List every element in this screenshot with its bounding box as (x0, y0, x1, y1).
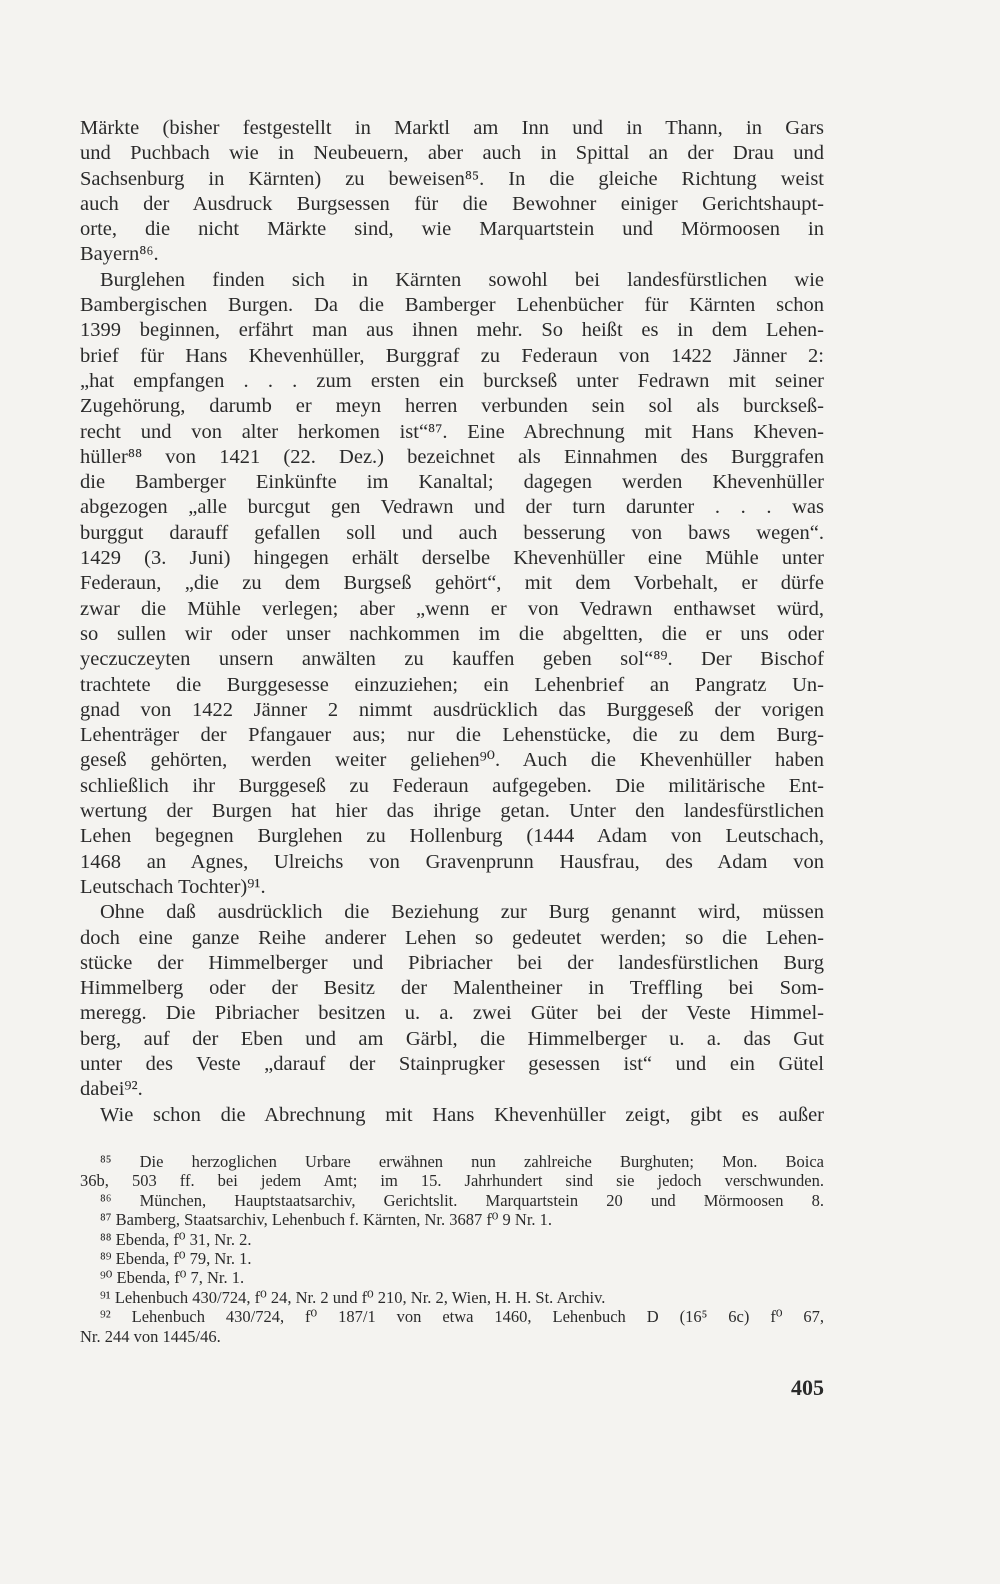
body-text-line: stücke der Himmelberger und Pibriacher bei der landesfürstlichen Burg (80, 951, 824, 974)
body-text-line: so sullen wir oder unser nachkommen im die abgeltten, die er uns oder (80, 622, 824, 645)
footnote-line: ⁸⁵ Die herzoglichen Urbare erwähnen nun zahlreiche Burghuten; Mon. Boica (100, 1152, 824, 1171)
body-text-line: unter des Veste „darauf der Stainprugker gesessen ist“ und ein Gütel (80, 1052, 824, 1075)
body-text-line: Bambergischen Burgen. Da die Bamberger Lehenbücher für Kärnten schon (80, 294, 824, 317)
footnote-line: ⁹⁰ Ebenda, f⁰ 7, Nr. 1. (100, 1268, 245, 1288)
body-text-line: geseß gehörten, werden weiter geliehen⁹⁰. Auch die Khevenhüller haben (80, 749, 824, 772)
body-text-line: Lehen begegnen Burglehen zu Hollenburg (1444 Adam von Leutschach, (80, 825, 824, 848)
footnotes (80, 1152, 824, 1346)
body-text-line: Wie schon die Abrechnung mit Hans Khevenhüller zeigt, gibt es außer (100, 1103, 824, 1126)
body-text-line: brief für Hans Khevenhüller, Burggraf zu Federaun von 1422 Jänner 2: (80, 344, 824, 367)
body-text-line: dabei⁹². (80, 1078, 143, 1101)
body-text-line: und Puchbach wie in Neubeuern, aber auch in Spittal an der Drau und (80, 142, 824, 165)
body-text-line: Burglehen finden sich in Kärnten sowohl bei landesfürstlichen wie (100, 268, 824, 291)
body-text-line: Sachsenburg in Kärnten) zu beweisen⁸⁵. In die gleiche Richtung weist (80, 167, 824, 190)
body-text-line: burggut darauff gefallen soll und auch besserung von baws wegen“. (80, 521, 824, 544)
body-text-line: Zugehörung, darumb er meyn herren verbunden sein sol als burckseß- (80, 395, 824, 418)
footnote-line: ⁸⁹ Ebenda, f⁰ 79, Nr. 1. (100, 1248, 252, 1268)
body-text-line: auch der Ausdruck Burgsessen für die Bewohner einiger Gerichtshaupt- (80, 192, 824, 215)
body-text-line: 1399 beginnen, erfährt man aus ihnen mehr. So heißt es in dem Lehen- (80, 319, 824, 342)
footnote-line: ⁹¹ Lehenbuch 430/724, f⁰ 24, Nr. 2 und f⁰ 210, Nr. 2, Wien, H. H. St. Archiv. (100, 1287, 606, 1307)
body-text-line: yeczuczeyten unsern anwälten zu kauffen geben sol“⁸⁹. Der Bischof (80, 648, 824, 671)
body-text-line: berg, auf der Eben und am Gärbl, die Himmelberger u. a. das Gut (80, 1027, 824, 1050)
footnote-line: 36b, 503 ff. bei jedem Amt; im 15. Jahrhundert sind sie jedoch verschwunden. (80, 1171, 824, 1191)
body-text-line: orte, die nicht Märkte sind, wie Marquartstein und Mörmoosen in (80, 218, 824, 241)
footnote-line: ⁹² Lehenbuch 430/724, f⁰ 187/1 von etwa 1460, Lehenbuch D (16⁵ 6c) f⁰ 67, (100, 1307, 824, 1327)
body-text-line: trachtete die Burggesesse einzuziehen; ein Lehenbrief an Pangratz Un- (80, 673, 824, 696)
body-text-line: hüller⁸⁸ von 1421 (22. Dez.) bezeichnet als Einnahmen des Burggrafen (80, 445, 824, 468)
body-text-line: die Bamberger Einkünfte im Kanaltal; dagegen werden Khevenhüller (80, 471, 824, 494)
body-text-line: Lehenträger der Pfangauer aus; nur die Lehenstücke, die zu dem Burg- (80, 724, 824, 747)
body-text-line: schließlich ihr Burggeseß zu Federaun aufgegeben. Die militärische Ent- (80, 774, 824, 797)
body-text-line: Federaun, „die zu dem Burgseß gehört“, mit dem Vorbehalt, er dürfe (80, 572, 824, 595)
body-text-line: Ohne daß ausdrücklich die Beziehung zur Burg genannt wird, müssen (100, 901, 824, 924)
body-text-line: doch eine ganze Reihe anderer Lehen so gedeutet werden; so die Lehen- (80, 926, 824, 949)
body-text-line: Himmelberg oder der Besitz der Malentheiner in Treffling bei Som- (80, 977, 824, 1000)
body-text-line: Leutschach Tochter)⁹¹. (80, 875, 266, 898)
body-text-line: abgezogen „alle burcgut gen Vedrawn und der turn darunter . . . was (80, 496, 824, 519)
body-text-line: zwar die Mühle verlegen; aber „wenn er von Vedrawn enthawset würd, (80, 597, 824, 620)
footnote-line: ⁸⁸ Ebenda, f⁰ 31, Nr. 2. (100, 1229, 252, 1249)
footnote-line: ⁸⁷ Bamberg, Staatsarchiv, Lehenbuch f. Kärnten, Nr. 3687 f⁰ 9 Nr. 1. (100, 1210, 553, 1230)
body-text-line: 1468 an Agnes, Ulreichs von Gravenprunn Hausfrau, des Adam von (80, 850, 824, 873)
page-number: 405 (791, 1375, 824, 1400)
body-text-line: gnad von 1422 Jänner 2 nimmt ausdrücklich das Burggeseß der vorigen (80, 698, 824, 721)
body-text-line: meregg. Die Pibriacher besitzen u. a. zwei Güter bei der Veste Himmel- (80, 1002, 824, 1025)
body-text (80, 116, 824, 1128)
footnote-line: ⁸⁶ München, Hauptstaatsarchiv, Gerichtslit. Marquartstein 20 und Mörmoosen 8. (100, 1190, 824, 1210)
body-text-line: recht und von alter herkomen ist“⁸⁷. Eine Abrechnung mit Hans Kheven- (80, 420, 824, 443)
body-text-line: „hat empfangen . . . zum ersten ein burckseß unter Fedrawn mit seiner (80, 369, 824, 392)
body-text-line: Bayern⁸⁶. (80, 243, 159, 266)
body-text-line: Märkte (bisher festgestellt in Marktl am Inn und in Thann, in Gars (80, 117, 824, 139)
body-text-line: wertung der Burgen hat hier das ihrige getan. Unter den landesfürstlichen (80, 800, 824, 823)
body-text-line: 1429 (3. Juni) hingegen erhält derselbe Khevenhüller eine Mühle unter (80, 547, 824, 570)
footnote-line: Nr. 244 von 1445/46. (80, 1326, 221, 1346)
